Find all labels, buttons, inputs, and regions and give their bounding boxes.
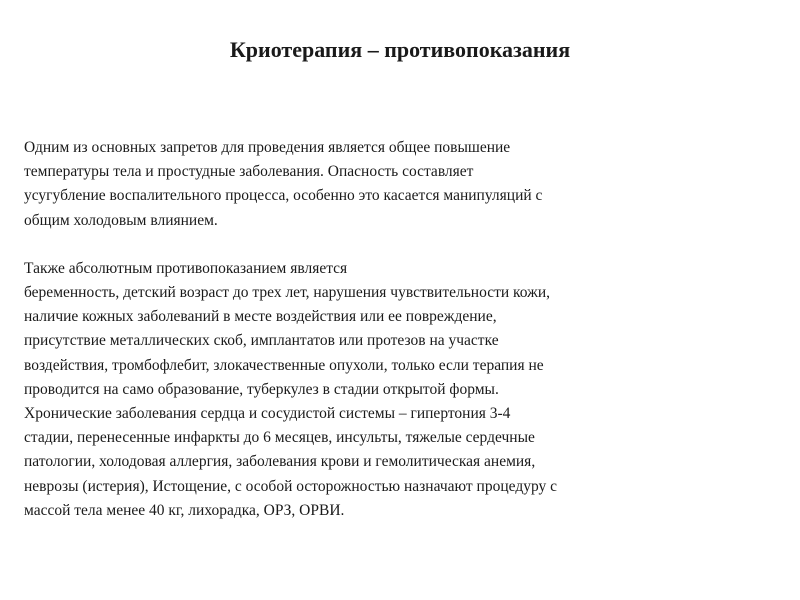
text-line: общим холодовым влиянием. (24, 211, 218, 229)
paragraph-general-contraindications (24, 136, 724, 233)
text-line: Одним из основных запретов для проведения является общее повышение (24, 139, 511, 156)
slide-title: Криотерапия – противопоказания (229, 37, 571, 62)
text-line: массой тела менее 40 кг, лихорадка, ОРЗ, ОРВИ. (24, 501, 345, 519)
text-line: Также абсолютным противопоказанием является (24, 259, 348, 277)
text-line: стадии, перенесенные инфаркты до 6 месяцев, инсульты, тяжелые сердечные (24, 429, 535, 447)
text-line: усугубление воспалительного процесса, особенно это касается манипуляций с (24, 187, 543, 205)
text-line: воздействия, тромбофлебит, злокачественные опухоли, только если терапия не (24, 356, 544, 374)
text-line: температуры тела и простудные заболевания. Опасность составляет (24, 163, 474, 181)
text-line: беременность, детский возраст до трех лет, нарушения чувствительности кожи, (24, 284, 551, 302)
text-line: неврозы (истерия), Истощение, с особой осторожностью назначают процедуру с (24, 477, 558, 495)
text-line: патологии, холодовая аллергия, заболевания крови и гемолитическая анемия, (24, 453, 536, 471)
paragraph-absolute-contraindications (24, 257, 724, 523)
text-line: наличие кожных заболеваний в месте воздействия или ее повреждение, (24, 308, 497, 326)
paragraph-spacer (24, 233, 724, 257)
slide-body (24, 136, 724, 523)
text-line: присутствие металлических скоб, имплантатов или протезов на участке (24, 332, 499, 350)
text-line: проводится на само образование, туберкулез в стадии открытой формы. (24, 380, 499, 398)
text-line: Хронические заболевания сердца и сосудистой системы – гипертония 3-4 (24, 405, 511, 423)
